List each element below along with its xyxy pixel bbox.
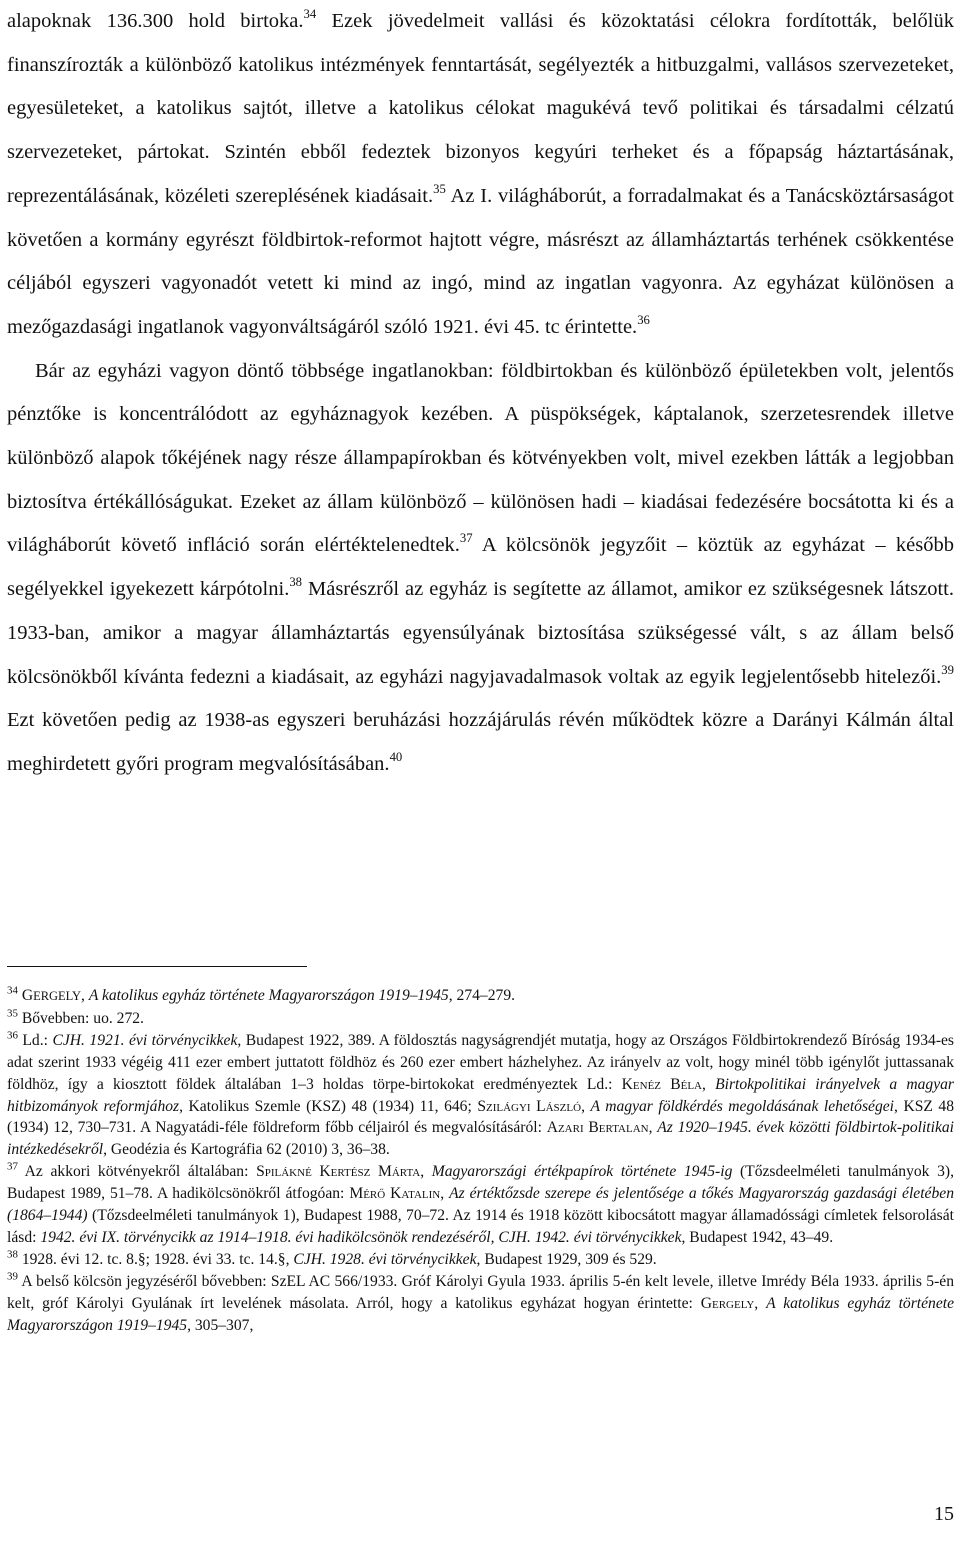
text-run: Az akkori kötvényekről általában: [24, 1163, 257, 1181]
title: CJH. 1928. évi törvénycikkek [293, 1250, 477, 1268]
title: A magyar földkérdés megoldásának lehetőségei [590, 1097, 895, 1115]
text-run: , Geodézia és Kartográfia 62 (2010) 3, 36–38. [103, 1141, 390, 1159]
text-run: Bővebben: uo. 272. [21, 1009, 144, 1027]
text-run: (Tőzsdeelméleti tanulmányok 1), Budapest 1988, 70–72. Az 1914 és 1918 között kibocsátott magyar államadóssági címletek felsorolását lásd: [7, 1207, 954, 1246]
footnote-37: $^{37}$ Az akkori kötvényekről általában: Spilákné Kertész Márta, Magyarországi értékpapírok története 1945-ig (Tőzsdeelméleti tanulmányok 3), Budapest 1989, 51–78. A hadikölcsönökről átfogóan: Mérő Katalin, Az értéktőzsde szerepe és jelentősége a tőkés Magyarország gazdasági életében (1864–1944) (Tőzsdeelméleti tanulmányok 1), Budapest 1988, 70–72. Az 1914 és 1918 között kibocsátott magyar államadóssági címletek felsorolását lásd: 1942. évi IX. törvénycikk az 1914–1918. évi hadikölcsönök rendezéséről, CJH. 1942. évi törvénycikkek, Budapest 1942, 43–49. [7, 1160, 954, 1246]
page-number: 15 [934, 1503, 954, 1525]
footnote-39: $^{39}$ A belső kölcsön jegyzéséről bővebben: SzEL AC 566/1933. Gróf Károlyi Gyula 1933. április 5-én kelt levele, illetve Imrédy Béla 1933. április 5-én kelt, gróf Károlyi Gyulának írt levelének másolata. Arról, hogy a katolikus egyházat hogyan érintette: Gergely, A katolikus egyház története Magyarországon 1919–1945, 305–307, [7, 1270, 955, 1334]
footnote-35 [7, 1008, 954, 1030]
title: Birtokpolitikai irányelvek a magyar hitbizományok reformjához [7, 1075, 954, 1115]
footnote-number: 35 [7, 1007, 18, 1020]
author: Azari Bertalan [546, 1119, 649, 1137]
footnote-38 [7, 1249, 954, 1271]
title: A katolikus egyház története Magyarországon 1919–1945 [88, 987, 449, 1004]
footnote-number: 39 [7, 1270, 18, 1283]
footnote-number: 38 [7, 1248, 18, 1261]
text-run: , 305–307, [187, 1316, 254, 1334]
author: Kenéz Béla [621, 1075, 702, 1093]
footnote-number: 37 [7, 1160, 18, 1173]
text-run: , Budapest 1929, 309 és 529. [476, 1250, 657, 1268]
footnote-36: $^{36}$ Ld.: CJH. 1921. évi törvénycikkek, Budapest 1922, 389. A földosztás nagyságrendjét mutatja, hogy az Országos Földbirtokrendező Bíróság 1934-es adat szerint 1933 végéig 411 ezer embert juttatott földhöz és 260 ezer embert házhelyhez. Az irányelv az volt, hogy minél több igénylőt juttassanak földhöz, így a kiosztott földek általában 1–3 holdas törpe-birtokokat eredményeztek Ld.: Kenéz Béla, Birtokpolitikai irányelvek a magyar hitbizományok reformjához, Katolikus Szemle (KSZ) 48 (1934) 11, 646; Szilágyi László, A magyar földkérdés megoldásának lehetőségei, KSZ 48 (1934) 12, 730–731. A Nagyatádi-féle földreform főbb céljairól és megvalósításáról: Azari Bertalan, Az 1920–1945. évek közötti földbirtok-politikai intézkedésekről, Geodézia és Kartográfia 62 (2010) 3, 36–38. [7, 1029, 955, 1159]
footnote-34: $^{34}$ GERGELY, A katolikus egyház története Magyarországon 1919–1945, 274–279. [7, 984, 516, 1004]
author: Spilákné Kertész Márta [256, 1163, 421, 1181]
text-run: , Budapest 1922, 389. A földosztás nagyságrendjét mutatja, hogy az Országos Földbirtokrendező Bíróság 1934-es adat szerint 1933 végéig 411 ezer embert juttatott földhöz és 260 ezer embert házhelyhez. Az irányelv az volt, hogy minél több igénylőt juttassanak földhöz, így a kiosztott földek általában 1–3 holdas törpe-birtokokat eredményeztek Ld.: [7, 1031, 955, 1093]
title: Az 1920–1945. évek közötti földbirtok-politikai intézkedésekről [7, 1119, 954, 1159]
text-run: , Katolikus Szemle (KSZ) 48 (1934) 11, 646; [179, 1097, 478, 1115]
author: Szilágyi László [477, 1097, 582, 1115]
footnote-number: 34 [7, 984, 18, 997]
author: G [21, 987, 34, 1004]
text-run: alapoknak 136.300 hold birtoka. [7, 10, 304, 32]
text-run: , Budapest 1942, 43–49. [681, 1228, 834, 1246]
footnote-separator [7, 966, 307, 967]
text-run: Bár az egyházi vagyon döntő többsége ingatlanokban: földbirtokban és különböző épületekben volt, jelentős pénztőke is koncentrálódott az egyháznagyok kezében. A püspökségek, káptalanok, szerzetesrendek illetve különböző alapok tőkéjének nagy része állampapírokban és kötvényekben volt, mivel ezekben látták a legjobban biztosítva értékállóságukat. Ezeket az állam különböző – különösen hadi – kiadásai fedezésére bocsátotta ki és a világháborút követő infláció során elértéktelenedtek. [7, 359, 954, 557]
text-run: Ld.: [22, 1031, 53, 1049]
footnote-ref-38[interactable]: 38 [289, 575, 303, 589]
footnote-ref-40[interactable]: 40 [389, 749, 403, 764]
title: A katolikus egyház története Magyarországon 1919–1945 [7, 1294, 955, 1334]
footnotes [7, 985, 954, 1337]
title: Az értéktőzsde szerepe és jelentősége a tőkés Magyarország gazdasági életében (1864–1944) [7, 1185, 954, 1225]
paragraph-2 [7, 350, 954, 787]
footnote-number: 36 [7, 1029, 18, 1042]
author: Gergely [700, 1294, 755, 1312]
text-run: Ezek jövedelmeit vallási és közoktatási célokra fordították, belőlük finanszírozták a különböző katolikus intézmények fenntartását, segélyezték a hitbuzgalmi, vallásos szervezeteket, egyesületeket, a katolikus sajtót, illetve a katolikus célokat magukévá tevő politikai és társadalmi célzatú szervezeteket, pártokat. Szintén ebből fedeztek bizonyos kegyúri terheket és a főpapság háztartásának, reprezentálásának, közéleti szereplésének kiadásait. [7, 10, 954, 207]
text-run: A belső kölcsön jegyzéséről bővebben: SzEL AC 566/1933. Gróf Károlyi Gyula 1933. április 5-én kelt levele, illetve Imrédy Béla 1933. április 5-én kelt, gróf Károlyi Gyulának írt levelének másolata. Arról, hogy a katolikus egyházat hogyan érintette: [7, 1272, 954, 1312]
title: 1942. évi IX. törvénycikk az 1914–1918. évi hadikölcsönök rendezéséről, CJH. 1942. évi törvénycikkek [40, 1228, 682, 1246]
main-text [7, 0, 954, 787]
text-run: , KSZ 48 (1934) 12, 730–731. A Nagyatádi-féle földreform főbb céljairól és megvalósításáról: [7, 1097, 955, 1137]
paragraph-1 [7, 0, 954, 350]
footnote-ref-34[interactable]: 34 [303, 6, 317, 21]
text-run: Az I. világháborút, a forradalmakat és a Tanácsköztársaságot követően a kormány egyrészt földbirtok-reformot hajtott végre, másrészt az államháztartás terhének csökkentése céljából egyszeri vagyonadót vetett ki mind az ingó, mind az ingatlan vagyonra. Az egyházat különösen a mezőgazdasági ingatlanok vagyonváltságáról szóló 1921. évi 45. tc érintette. [7, 184, 954, 338]
author: ERGELY [33, 989, 82, 1003]
text-run: , 274–279. [448, 987, 516, 1004]
footnote-ref-39[interactable]: 39 [941, 662, 954, 677]
text-run: (Tőzsdeelméleti tanulmányok 3), Budapest 1989, 51–78. A hadikölcsönökről átfogóan: [7, 1163, 954, 1203]
text-run: Másrészről az egyház is segítette az államot, amikor ez szükségesnek látszott. 1933-ban, amikor a magyar államháztartás egyensúlyának biztosítása szükségessé vált, s az állam belső kölcsönökből kívánta fedezni a kiadásait, az egyházi nagyjavadalmasok voltak az egyik legjelentősebb hitelezői. [7, 578, 954, 688]
footnote-ref-35[interactable]: 35 [433, 181, 446, 196]
text-run: 1928. évi 12. tc. 8.§; 1928. évi 33. tc. 14.§, [21, 1250, 294, 1268]
text-run: Ezt követően pedig az 1938-as egyszeri beruházási hozzájárulás révén működtek közre a Darányi Kálmán által meghirdetett győri program megvalósításában. [7, 709, 954, 775]
footnote-ref-37[interactable]: 37 [459, 531, 473, 546]
author: Mérő Katalin [349, 1185, 441, 1203]
title: CJH. 1921. évi törvénycikkek [52, 1031, 238, 1049]
title: Magyarországi értékpapírok története 1945-ig [431, 1163, 733, 1181]
footnote-ref-36[interactable]: 36 [637, 312, 650, 327]
text-run: A kölcsönök jegyzőit – köztük az egyházat – később segélyekkel igyekezett kárpótolni. [7, 534, 954, 601]
